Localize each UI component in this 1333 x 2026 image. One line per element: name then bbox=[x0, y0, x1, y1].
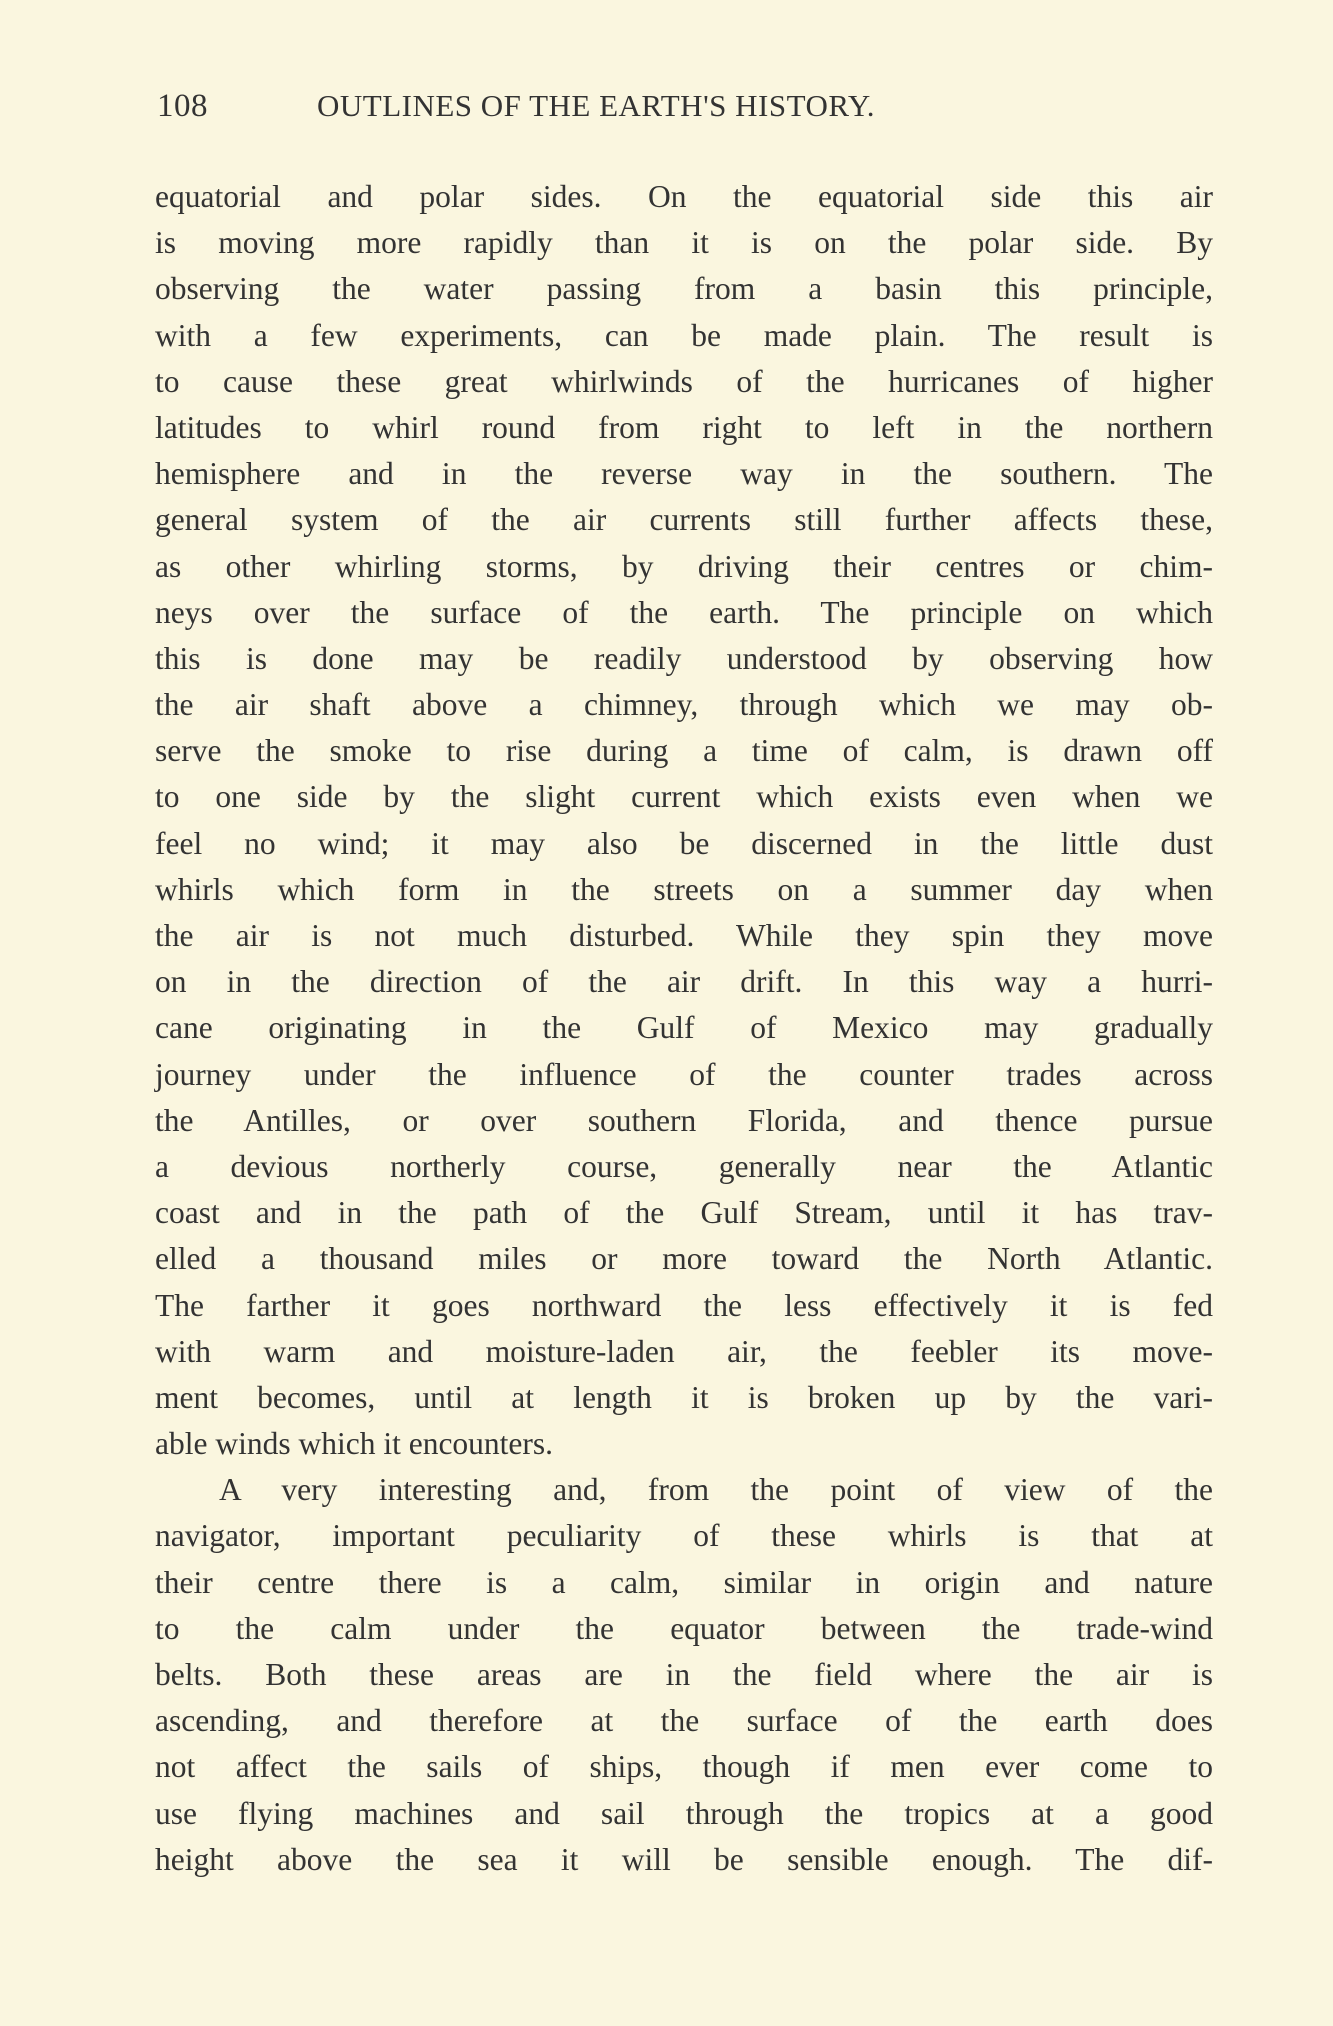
text-line: elled a thousand miles or more toward the North Atlantic. bbox=[155, 1241, 1213, 1277]
text-line: this is done may be readily understood by observing how bbox=[155, 640, 1213, 676]
text-line: with warm and moisture-laden air, the feebler its move- bbox=[155, 1333, 1213, 1369]
text-line: the Antilles, or over southern Florida, and thence pursue bbox=[155, 1102, 1213, 1138]
text-line: The farther it goes northward the less effectively it is fed bbox=[155, 1287, 1213, 1323]
text-line: a devious northerly course, generally near the Atlantic bbox=[155, 1148, 1213, 1184]
text-line: observing the water passing from a basin this principle, bbox=[155, 271, 1213, 307]
text-line: hemisphere and in the reverse way in the southern. The bbox=[155, 456, 1213, 492]
text-line: the air shaft above a chimney, through which we may ob- bbox=[155, 687, 1213, 723]
text-line: their centre there is a calm, similar in origin and nature bbox=[155, 1564, 1213, 1600]
body-text bbox=[155, 174, 1213, 1883]
text-line: to cause these great whirlwinds of the hurricanes of higher bbox=[155, 363, 1213, 399]
text-line: is moving more rapidly than it is on the polar side. By bbox=[155, 225, 1213, 261]
text-line: use flying machines and sail through the tropics at a good bbox=[155, 1795, 1213, 1831]
text-line: to the calm under the equator between the trade-wind bbox=[155, 1610, 1213, 1646]
text-line: on in the direction of the air drift. In this way a hurri- bbox=[155, 964, 1213, 1000]
text-line: latitudes to whirl round from right to left in the northern bbox=[155, 409, 1213, 445]
paragraph bbox=[155, 174, 1213, 1467]
text-line: feel no wind; it may also be discerned in the little dust bbox=[155, 825, 1213, 861]
text-line: neys over the surface of the earth. The principle on which bbox=[155, 594, 1213, 630]
text-line: general system of the air currents still further affects these, bbox=[155, 502, 1213, 538]
text-line: belts. Both these areas are in the field where the air is bbox=[155, 1657, 1213, 1692]
text-line: height above the sea it will be sensible enough. The dif- bbox=[155, 1841, 1213, 1877]
text-line: A very interesting and, from the point of view of the bbox=[219, 1472, 1213, 1508]
running-title: OUTLINES OF THE EARTH'S HISTORY. bbox=[317, 88, 875, 123]
text-line: journey under the influence of the counter trades across bbox=[155, 1056, 1213, 1092]
text-line: serve the smoke to rise during a time of calm, is drawn off bbox=[155, 733, 1213, 769]
text-line: as other whirling storms, by driving their centres or chim- bbox=[155, 548, 1213, 584]
text-line: navigator, important peculiarity of these whirls is that at bbox=[155, 1518, 1213, 1554]
text-line: equatorial and polar sides. On the equatorial side this air bbox=[155, 179, 1213, 214]
paragraph bbox=[155, 1467, 1213, 1883]
text-line: with a few experiments, can be made plain. The result is bbox=[155, 317, 1213, 353]
text-line: coast and in the path of the Gulf Stream, until it has trav- bbox=[155, 1195, 1213, 1231]
text-line: not affect the sails of ships, though if men ever come to bbox=[155, 1749, 1213, 1785]
text-line: ascending, and therefore at the surface of the earth does bbox=[155, 1703, 1213, 1739]
text-line: the air is not much disturbed. While they spin they move bbox=[155, 918, 1213, 953]
text-line: to one side by the slight current which exists even when we bbox=[155, 779, 1213, 815]
text-line: cane originating in the Gulf of Mexico may gradually bbox=[155, 1010, 1213, 1046]
page-number: 108 bbox=[157, 88, 208, 124]
text-line: able winds which it encounters. bbox=[155, 1426, 554, 1462]
running-header bbox=[157, 88, 1217, 128]
text-line: whirls which form in the streets on a summer day when bbox=[155, 871, 1213, 907]
text-line: ment becomes, until at length it is broken up by the vari- bbox=[155, 1379, 1213, 1415]
